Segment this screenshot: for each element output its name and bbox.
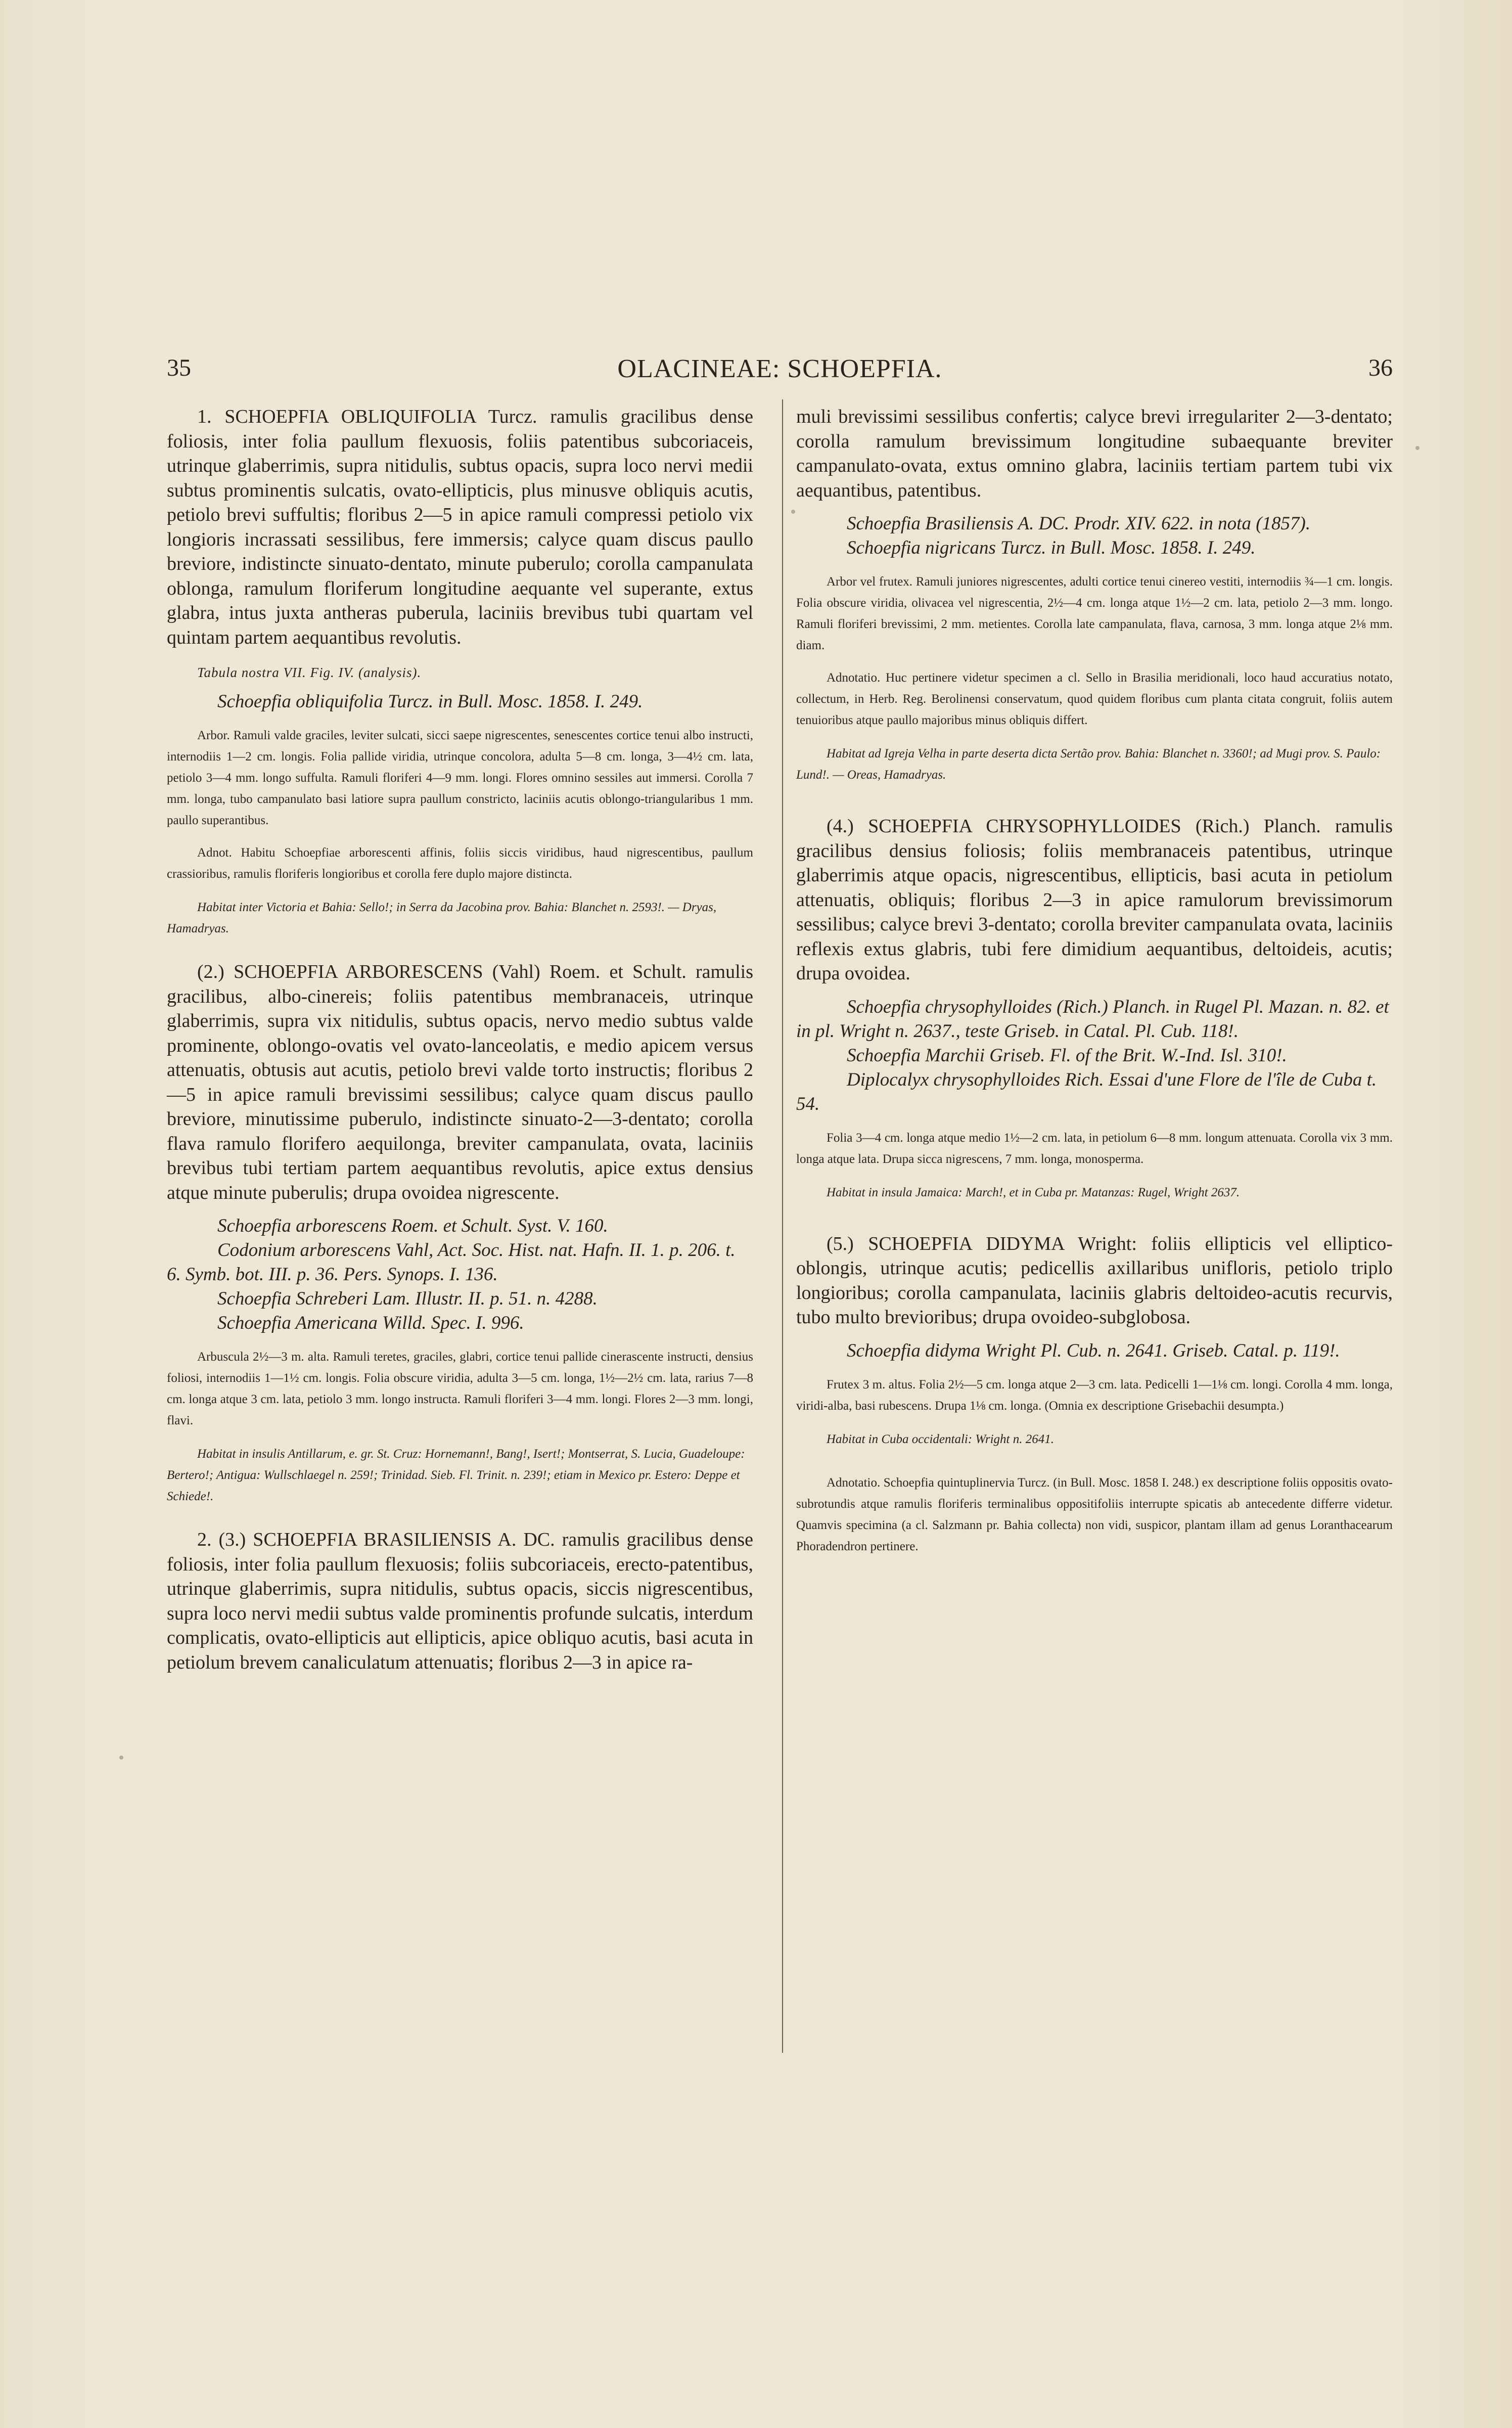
- synonym: Diplocalyx chrysophylloides Rich. Essai d'une Flore de l'île de Cuba t. 54.: [796, 1069, 1377, 1114]
- right-column: [796, 404, 1393, 1557]
- page-number-left: 35: [167, 354, 191, 381]
- synonymy: [796, 995, 1393, 1116]
- synonymy: [167, 1214, 753, 1335]
- habitat: Habitat in Cuba occidentali: Wright n. 2641.: [827, 1432, 1054, 1446]
- synonym: Codonium arborescens Vahl, Act. Soc. Hist. nat. Hafn. II. 1. p. 206. t. 6. Symb. bot. III. p. 36. Pers. Synops. I. 136.: [167, 1240, 736, 1285]
- page-number-right: 36: [1368, 354, 1393, 381]
- synonymy: [796, 512, 1393, 560]
- detail-paragraph: Folia 3—4 cm. longa atque medio 1½—2 cm. lata, in petiolum 6—8 mm. longum attenuata. Corolla vix 3 mm. longa atque lata. Drupa sicca nigrescens, 7 mm. longa, monosperma.: [796, 1131, 1393, 1166]
- synonym: Schoepfia didyma Wright Pl. Cub. n. 2641. Griseb. Catal. p. 119!.: [847, 1340, 1340, 1361]
- adnotation: Adnot. Habitu Schoepfiae arborescenti affinis, foliis siccis viridibus, haud nigrescentibus, paullum crassioribus, ramulis floriferis longioribus et corolla fere duplo majore distincta.: [167, 846, 753, 881]
- adnotation: Adnotatio. Huc pertinere videtur specimen a cl. Sello in Brasilia meridionali, loco haud accuratius notato, collectum, in Herb. Reg. Berolinensi conservatum, quod quidem floribus cum planta citata congruit, foliis autem tenuioribus atque paullo majoribus minus obliquis differt.: [796, 671, 1393, 727]
- adnotation: Adnotatio. Schoepfia quintuplinervia Turcz. (in Bull. Mosc. 1858 I. 248.) ex descriptione foliis oppositis ovato-subrotundis atque ramulis floriferis terminalibus oppositifoliis interrupte spicatis ab antecedente differre videtur. Quamvis specimina (a cl. Salzmann pr. Bahia collecta) non vidi, suspicor, plantam illam ad genus Loranthacearum Phoradendron pertinere.: [796, 1475, 1393, 1553]
- habitat: Habitat in insulis Antillarum, e. gr. St. Cruz: Hornemann!, Bang!, Isert!; Montserrat, S. Lucia, Guadeloupe: Bertero!; Antigua: Wullschlaegel n. 259!; Trinidad. Sieb. Fl. Trinit. n. 239!; etiam in Mexico pr. Estero: Deppe et Schiede!.: [167, 1447, 745, 1503]
- species-description: (2.) SCHOEPFIA ARBORESCENS (Vahl) Roem. et Schult. ramulis gracilibus, albo-cinereis; foliis patentibus membranaceis, utrinque glaberrimis, supra vix nitidulis, subtus opacis, nervo medio subtus valde prominente, oblongo-ovatis vel ovato-lanceolatis, e medio apicem versus attenuatis, obtusis aut acutis, petiolo brevi valde torto instructis; floribus 2—5 in apice ramuli brevissimi sessilibus; calyce quam discus paullo breviore, minutissime puberulo, indistincte sinuato-2—3-dentato; corolla flava ramulo florifero aequilonga, breviter campanulata, ovata, laciniis brevibus tubi tertiam partem aequantibus revolutis, apice extus densius atque minute puberulis; drupa ovoidea nigrescente.: [167, 961, 753, 1203]
- synonym: Schoepfia Americana Willd. Spec. I. 996.: [217, 1313, 524, 1333]
- synonym: Schoepfia Schreberi Lam. Illustr. II. p. 51. n. 4288.: [217, 1288, 598, 1309]
- running-title: OLACINEAE: SCHOEPFIA.: [617, 354, 942, 383]
- species-description: 1. SCHOEPFIA OBLIQUIFOLIA Turcz. ramulis gracilibus dense foliosis, inter folia paullum flexuosis, foliis patentibus subcoriaceis, utrinque glaberrimis, supra nitidulis, subtus opacis, supra loco nervi medii subtus prominentis sulcatis, ovato-ellipticis, plus minusve obliquis acutis, petiolo brevi suffultis; floribus 2—5 in apice ramuli compressi petiolo vix longioris incrassati sessilibus, fere immersis; calyce quam discus paullo breviore, indistincte sinuato-dentato, minute puberulo; corolla campanulata oblonga, ramulum floriferum longitudine aequante vel superante, extus glabra, intus juxta antheras puberula, laciniis brevibus tubi quartam vel quintam partem aequantibus revolutis.: [167, 406, 753, 648]
- species-description: (4.) SCHOEPFIA CHRYSOPHYLLOIDES (Rich.) Planch. ramulis gracilibus densius foliosis; foliis membranaceis patentibus, utrinque glaberrimis atque opacis, nigrescentibus, ellipticis, basi acuta in petiolum attenuatis, obliquis; floribus 2—3 in apice ramulorum brevissimorum sessilibus; calyce brevi 3-dentato; corolla breviter campanulata ovata, laciniis reflexis extus glabris, tubi fere dimidium aequantibus, deltoideis, acutis; drupa ovoidea.: [796, 816, 1393, 984]
- synonym: Schoepfia arborescens Roem. et Schult. Syst. V. 160.: [217, 1216, 608, 1236]
- synonymy: [796, 1339, 1393, 1363]
- species-description: 2. (3.) SCHOEPFIA BRASILIENSIS A. DC. ramulis gracilibus dense foliosis, inter folia paullum flexuosis; foliis subcoriaceis, erecto-patentibus, utrinque glaberrimis, supra nitidulis, subtus opacis, siccis nigrescentibus, supra loco nervi medii subtus valde prominentis profunde sulcatis, interdum complicatis, ovato-ellipticis aut ellipticis, apice obliquo acutis, basi acuta in petiolum brevem canaliculatum attenuatis; floribus 2—3 in apice ra-: [167, 1529, 753, 1673]
- paper-speck: [119, 1756, 123, 1760]
- habitat: Habitat inter Victoria et Bahia: Sello!; in Serra da Jacobina prov. Bahia: Blanchet n. 2593!. — Dryas, Hamadryas.: [167, 901, 717, 935]
- left-column: [167, 404, 753, 1675]
- detail-paragraph: Arbuscula 2½—3 m. alta. Ramuli teretes, graciles, glabri, cortice tenui pallide cinerascente instructi, densius foliosi, internodiis 1—1½ cm. longis. Folia obscure viridia, adulta 3—5 cm. longa, 1½—2½ cm. lata, rarius 7—8 cm. longa atque 3 cm. lata, petiolo 3 mm. longo instructa. Ramuli floriferi 3—4 mm. longi. Flores 2—3 mm. longi, flavi.: [167, 1350, 753, 1427]
- species-description: (5.) SCHOEPFIA DIDYMA Wright: foliis ellipticis vel elliptico-oblongis, utrinque acutis; pedicellis axillaribus unifloris, petiolo triplo longioribus; corolla campanulata, laciniis glabris deltoideo-acutis recurvis, tubo multo brevioribus; drupa ovoideo-subglobosa.: [796, 1233, 1393, 1328]
- synonymy: [167, 690, 753, 714]
- detail-paragraph: Frutex 3 m. altus. Folia 2½—5 cm. longa atque 2—3 cm. lata. Pedicelli 1—1⅛ cm. longi. Corolla 4 mm. longa, viridi-alba, basi rubescens. Drupa 1⅛ cm. longa. (Omnia ex descriptione Grisebachii desumpta.): [796, 1377, 1393, 1413]
- column-divider: [782, 399, 783, 2053]
- synonym: Schoepfia obliquifolia Turcz. in Bull. Mosc. 1858. I. 249.: [217, 691, 643, 712]
- habitat: Habitat in insula Jamaica: March!, et in Cuba pr. Matanzas: Rugel, Wright 2637.: [827, 1185, 1240, 1199]
- page-header: [167, 354, 1393, 389]
- synonym: Schoepfia Brasiliensis A. DC. Prodr. XIV. 622. in nota (1857).: [847, 513, 1311, 534]
- habitat: Habitat ad Igreja Velha in parte deserta dicta Sertão prov. Bahia: Blanchet n. 3360!; ad Mugi prov. S. Paulo: Lund!. — Oreas, Hamadryas.: [796, 747, 1381, 782]
- plate-reference: Tabula nostra VII. Fig. IV. (analysis).: [197, 665, 422, 680]
- synonym: Schoepfia chrysophylloides (Rich.) Planch. in Rugel Pl. Mazan. n. 82. et in pl. Wright n. 2637., teste Griseb. in Catal. Pl. Cub. 118!.: [796, 996, 1389, 1042]
- paper-speck: [1415, 446, 1419, 450]
- paper-speck: [791, 510, 795, 514]
- detail-paragraph: Arbor vel frutex. Ramuli juniores nigrescentes, adulti cortice tenui cinereo vestiti, internodiis ¾—1 cm. longis. Folia obscure viridia, olivacea vel nigrescentia, 2½—4 cm. longa atque 1½—2 cm. lata, petiolo 2—3 mm. longo. Ramuli floriferi brevissimi, 2 mm. metientes. Corolla late campanulata, flava, carnosa, 3 mm. longa atque 2⅛ mm. diam.: [796, 575, 1393, 652]
- synonym: Schoepfia nigricans Turcz. in Bull. Mosc. 1858. I. 249.: [847, 537, 1256, 558]
- synonym: Schoepfia Marchii Griseb. Fl. of the Brit. W.-Ind. Isl. 310!.: [847, 1045, 1287, 1066]
- species-description-continued: muli brevissimi sessilibus confertis; calyce brevi irregulariter 2—3-dentato; corolla ramulum brevissimum longitudine subaequante breviter campanulato-ovata, extus omnino glabra, laciniis tertiam partem tubi vix aequantibus, patentibus.: [796, 406, 1393, 501]
- detail-paragraph: Arbor. Ramuli valde graciles, leviter sulcati, sicci saepe nigrescentes, senescentes cortice tenui albo instructi, internodiis 1—2 cm. longis. Folia pallide viridia, utrinque concolora, adulta 5—8 cm. longa, 3—4½ cm. lata, petiolo 3—4 mm. longo suffulta. Ramuli floriferi 4—9 mm. longi. Flores omnino sessiles aut immersi. Corolla 7 mm. longa, tubo campanulato basi latiore supra paullum constricto, laciniis acutis oblongo-triangularibus 1 mm. paullo superantibus.: [167, 729, 753, 827]
